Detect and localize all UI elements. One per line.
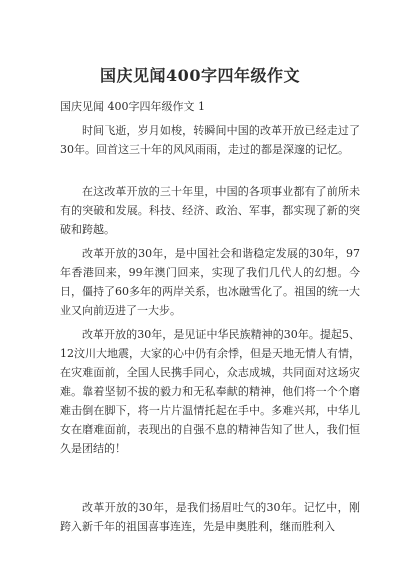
paragraph-3: 改革开放的30年，是中国社会和谐稳定发展的30年，97年香港回来，99年澳门回来，实现了我们几代人的幻想。今日，僵持了60多年的两岸关系，也冰融雪化了。祖国的统一大业又向前迈进了一大步。 [60, 247, 360, 317]
document-title: 国庆见闻400字四年级作文 [100, 66, 300, 85]
paragraph-4: 改革开放的30年，是见证中华民族精神的30年。提起5、12汶川大地震，大家的心中仍有余悸，但是天地无情人有情，在灾难面前，全国人民携手同心，众志成城，共同面对这场灾难。靠着坚韧不拔的毅力和无私奉献的精神，他们将一个个磨难击倒在脚下，将一片片温情托起在手中。多难兴邦，中华儿女在磨难面前，表现出的自强不息的精神告知了世人，我们恒久是团结的！ [60, 328, 360, 455]
paragraph-2: 在这改革开放的三十年里，中国的各项事业都有了前所未有的突破和发展。科技、经济、政治、军事，都实现了新的突破和跨越。 [60, 185, 360, 236]
paragraph-1: 时间飞逝，岁月如梭，转瞬间中国的改革开放已经走过了30年。回首这三十年的风风雨雨，走过的都是深邃的记忆。 [60, 124, 360, 156]
paragraph-5: 改革开放的30年，是我们扬眉吐气的30年。记忆中，刚跨入新千年的祖国喜事连连，先是申奥胜利，继而胜利入 [60, 501, 360, 533]
document-subtitle: 国庆见闻 400字四年级作文 1 [60, 100, 205, 113]
